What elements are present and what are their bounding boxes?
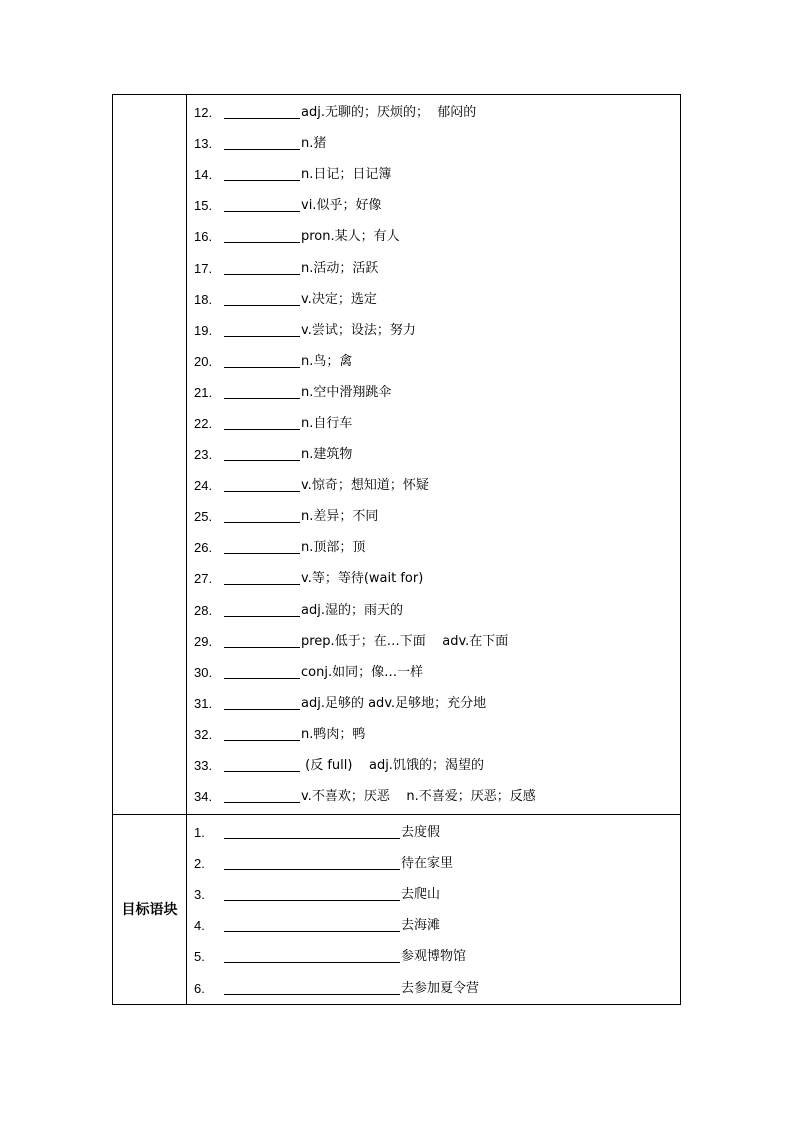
phrase-item: [187, 910, 680, 941]
phrases-list: [187, 815, 680, 1004]
phrases-label: 目标语块: [121, 902, 178, 919]
phrase-meaning: 去参加夏令营: [401, 980, 480, 996]
item-number: 3.: [194, 887, 205, 903]
vocab-item: [187, 128, 680, 159]
vocab-item: [187, 315, 680, 346]
item-number: 4.: [194, 918, 205, 934]
word-definition: n.鸭肉；鸭: [301, 726, 366, 742]
vocab-item: [187, 501, 680, 532]
answer-blank[interactable]: [224, 199, 300, 212]
item-number: 13.: [194, 136, 213, 152]
item-number: 6.: [194, 980, 205, 996]
item-number: 16.: [194, 229, 213, 245]
answer-blank[interactable]: [224, 479, 300, 492]
phrase-meaning: 去度假: [401, 825, 441, 841]
item-number: 12.: [194, 105, 213, 121]
answer-blank[interactable]: [224, 230, 300, 243]
word-definition: n.建筑物: [301, 447, 353, 463]
word-definition: n.猪: [301, 136, 327, 152]
worksheet-table: [112, 94, 681, 1005]
vocab-list: [187, 95, 680, 812]
vocab-label: [113, 95, 186, 814]
answer-blank[interactable]: [224, 417, 300, 430]
answer-blank[interactable]: [224, 168, 300, 181]
answer-blank[interactable]: [224, 137, 300, 150]
phrases-label-cell: [113, 815, 187, 1005]
phrase-meaning: 待在家里: [401, 856, 454, 872]
answer-blank[interactable]: [224, 448, 300, 461]
answer-blank[interactable]: [224, 572, 300, 585]
answer-blank[interactable]: [224, 355, 300, 368]
phrase-meaning: 去爬山: [401, 887, 441, 903]
item-number: 34.: [194, 789, 213, 805]
vocab-item: [187, 595, 680, 626]
phrase-item: [187, 972, 680, 1003]
answer-blank[interactable]: [224, 324, 300, 337]
item-number: 26.: [194, 540, 213, 556]
word-definition: adj.湿的；雨天的: [301, 602, 403, 618]
phrase-item: [187, 817, 680, 848]
answer-blank[interactable]: [224, 790, 300, 803]
word-definition: n.活动；活跃: [301, 260, 379, 276]
vocab-item: [187, 284, 680, 315]
answer-blank[interactable]: [224, 386, 300, 399]
vocab-item: [187, 626, 680, 657]
item-number: 18.: [194, 291, 213, 307]
word-definition: n.空中滑翔跳伞: [301, 384, 392, 400]
word-definition: v.等；等待(wait for): [301, 571, 424, 587]
phrase-item: [187, 879, 680, 910]
answer-blank[interactable]: [224, 728, 300, 741]
item-number: 27.: [194, 571, 213, 587]
answer-blank[interactable]: [224, 697, 300, 710]
answer-blank[interactable]: [224, 857, 400, 870]
phrase-item: [187, 848, 680, 879]
answer-blank[interactable]: [224, 919, 400, 932]
phrases-section: [113, 815, 681, 1005]
word-definition: n.鸟；禽: [301, 353, 353, 369]
answer-blank[interactable]: [224, 950, 400, 963]
vocab-item: [187, 657, 680, 688]
vocab-label-cell: [113, 95, 187, 815]
vocab-item: [187, 563, 680, 594]
item-number: 17.: [194, 260, 213, 276]
item-number: 20.: [194, 353, 213, 369]
word-definition: n.顶部；顶: [301, 540, 366, 556]
item-number: 5.: [194, 949, 205, 965]
vocab-item: [187, 750, 680, 781]
item-number: 21.: [194, 384, 213, 400]
phrase-meaning: 参观博物馆: [401, 949, 467, 965]
answer-blank[interactable]: [224, 666, 300, 679]
item-number: 32.: [194, 726, 213, 742]
item-number: 19.: [194, 322, 213, 338]
item-number: 30.: [194, 664, 213, 680]
word-definition: v.决定；选定: [301, 291, 377, 307]
vocab-item: [187, 688, 680, 719]
vocab-item: [187, 377, 680, 408]
vocab-item: [187, 781, 680, 812]
vocab-item: [187, 221, 680, 252]
answer-blank[interactable]: [224, 635, 300, 648]
answer-blank[interactable]: [224, 106, 300, 119]
word-definition: n.自行车: [301, 415, 353, 431]
item-number: 28.: [194, 602, 213, 618]
word-definition: prep.低于；在…下面 adv.在下面: [301, 633, 509, 649]
vocab-item: [187, 346, 680, 377]
vocab-item: [187, 252, 680, 283]
item-number: 29.: [194, 633, 213, 649]
item-number: 15.: [194, 198, 213, 214]
item-number: 31.: [194, 695, 213, 711]
vocab-item: [187, 470, 680, 501]
word-definition: conj.如同；像…一样: [301, 664, 424, 680]
vocab-item: [187, 159, 680, 190]
item-number: 2.: [194, 856, 205, 872]
phrase-meaning: 去海滩: [401, 918, 441, 934]
word-definition: pron.某人；有人: [301, 229, 400, 245]
item-number: 22.: [194, 415, 213, 431]
answer-blank[interactable]: [224, 510, 300, 523]
answer-blank[interactable]: [224, 293, 300, 306]
answer-blank[interactable]: [224, 262, 300, 275]
vocab-item: [187, 97, 680, 128]
vocab-item: [187, 719, 680, 750]
item-number: 1.: [194, 825, 205, 841]
word-definition: v.不喜欢；厌恶 n.不喜爱；厌恶；反感: [301, 789, 536, 805]
item-number: 33.: [194, 758, 213, 774]
word-definition: adj.无聊的；厌烦的； 郁闷的: [301, 105, 477, 121]
word-definition: v.惊奇；想知道；怀疑: [301, 478, 429, 494]
answer-blank[interactable]: [224, 759, 300, 772]
word-definition: (反 full) adj.饥饿的；渴望的: [301, 758, 484, 774]
item-number: 14.: [194, 167, 213, 183]
answer-blank[interactable]: [224, 888, 400, 901]
vocab-section: [113, 95, 681, 815]
word-definition: n.日记；日记簿: [301, 167, 392, 183]
vocab-item: [187, 439, 680, 470]
phrase-item: [187, 941, 680, 972]
item-number: 24.: [194, 478, 213, 494]
answer-blank[interactable]: [224, 604, 300, 617]
word-definition: n.差异；不同: [301, 509, 379, 525]
word-definition: v.尝试；设法；努力: [301, 322, 416, 338]
word-definition: adj.足够的 adv.足够地；充分地: [301, 695, 487, 711]
vocab-list-cell: [187, 95, 681, 815]
phrases-list-cell: [187, 815, 681, 1005]
word-definition: vi.似乎；好像: [301, 198, 382, 214]
answer-blank[interactable]: [224, 541, 300, 554]
item-number: 25.: [194, 509, 213, 525]
answer-blank[interactable]: [224, 826, 400, 839]
item-number: 23.: [194, 447, 213, 463]
answer-blank[interactable]: [224, 982, 400, 995]
vocab-item: [187, 190, 680, 221]
vocab-item: [187, 408, 680, 439]
vocab-item: [187, 532, 680, 563]
